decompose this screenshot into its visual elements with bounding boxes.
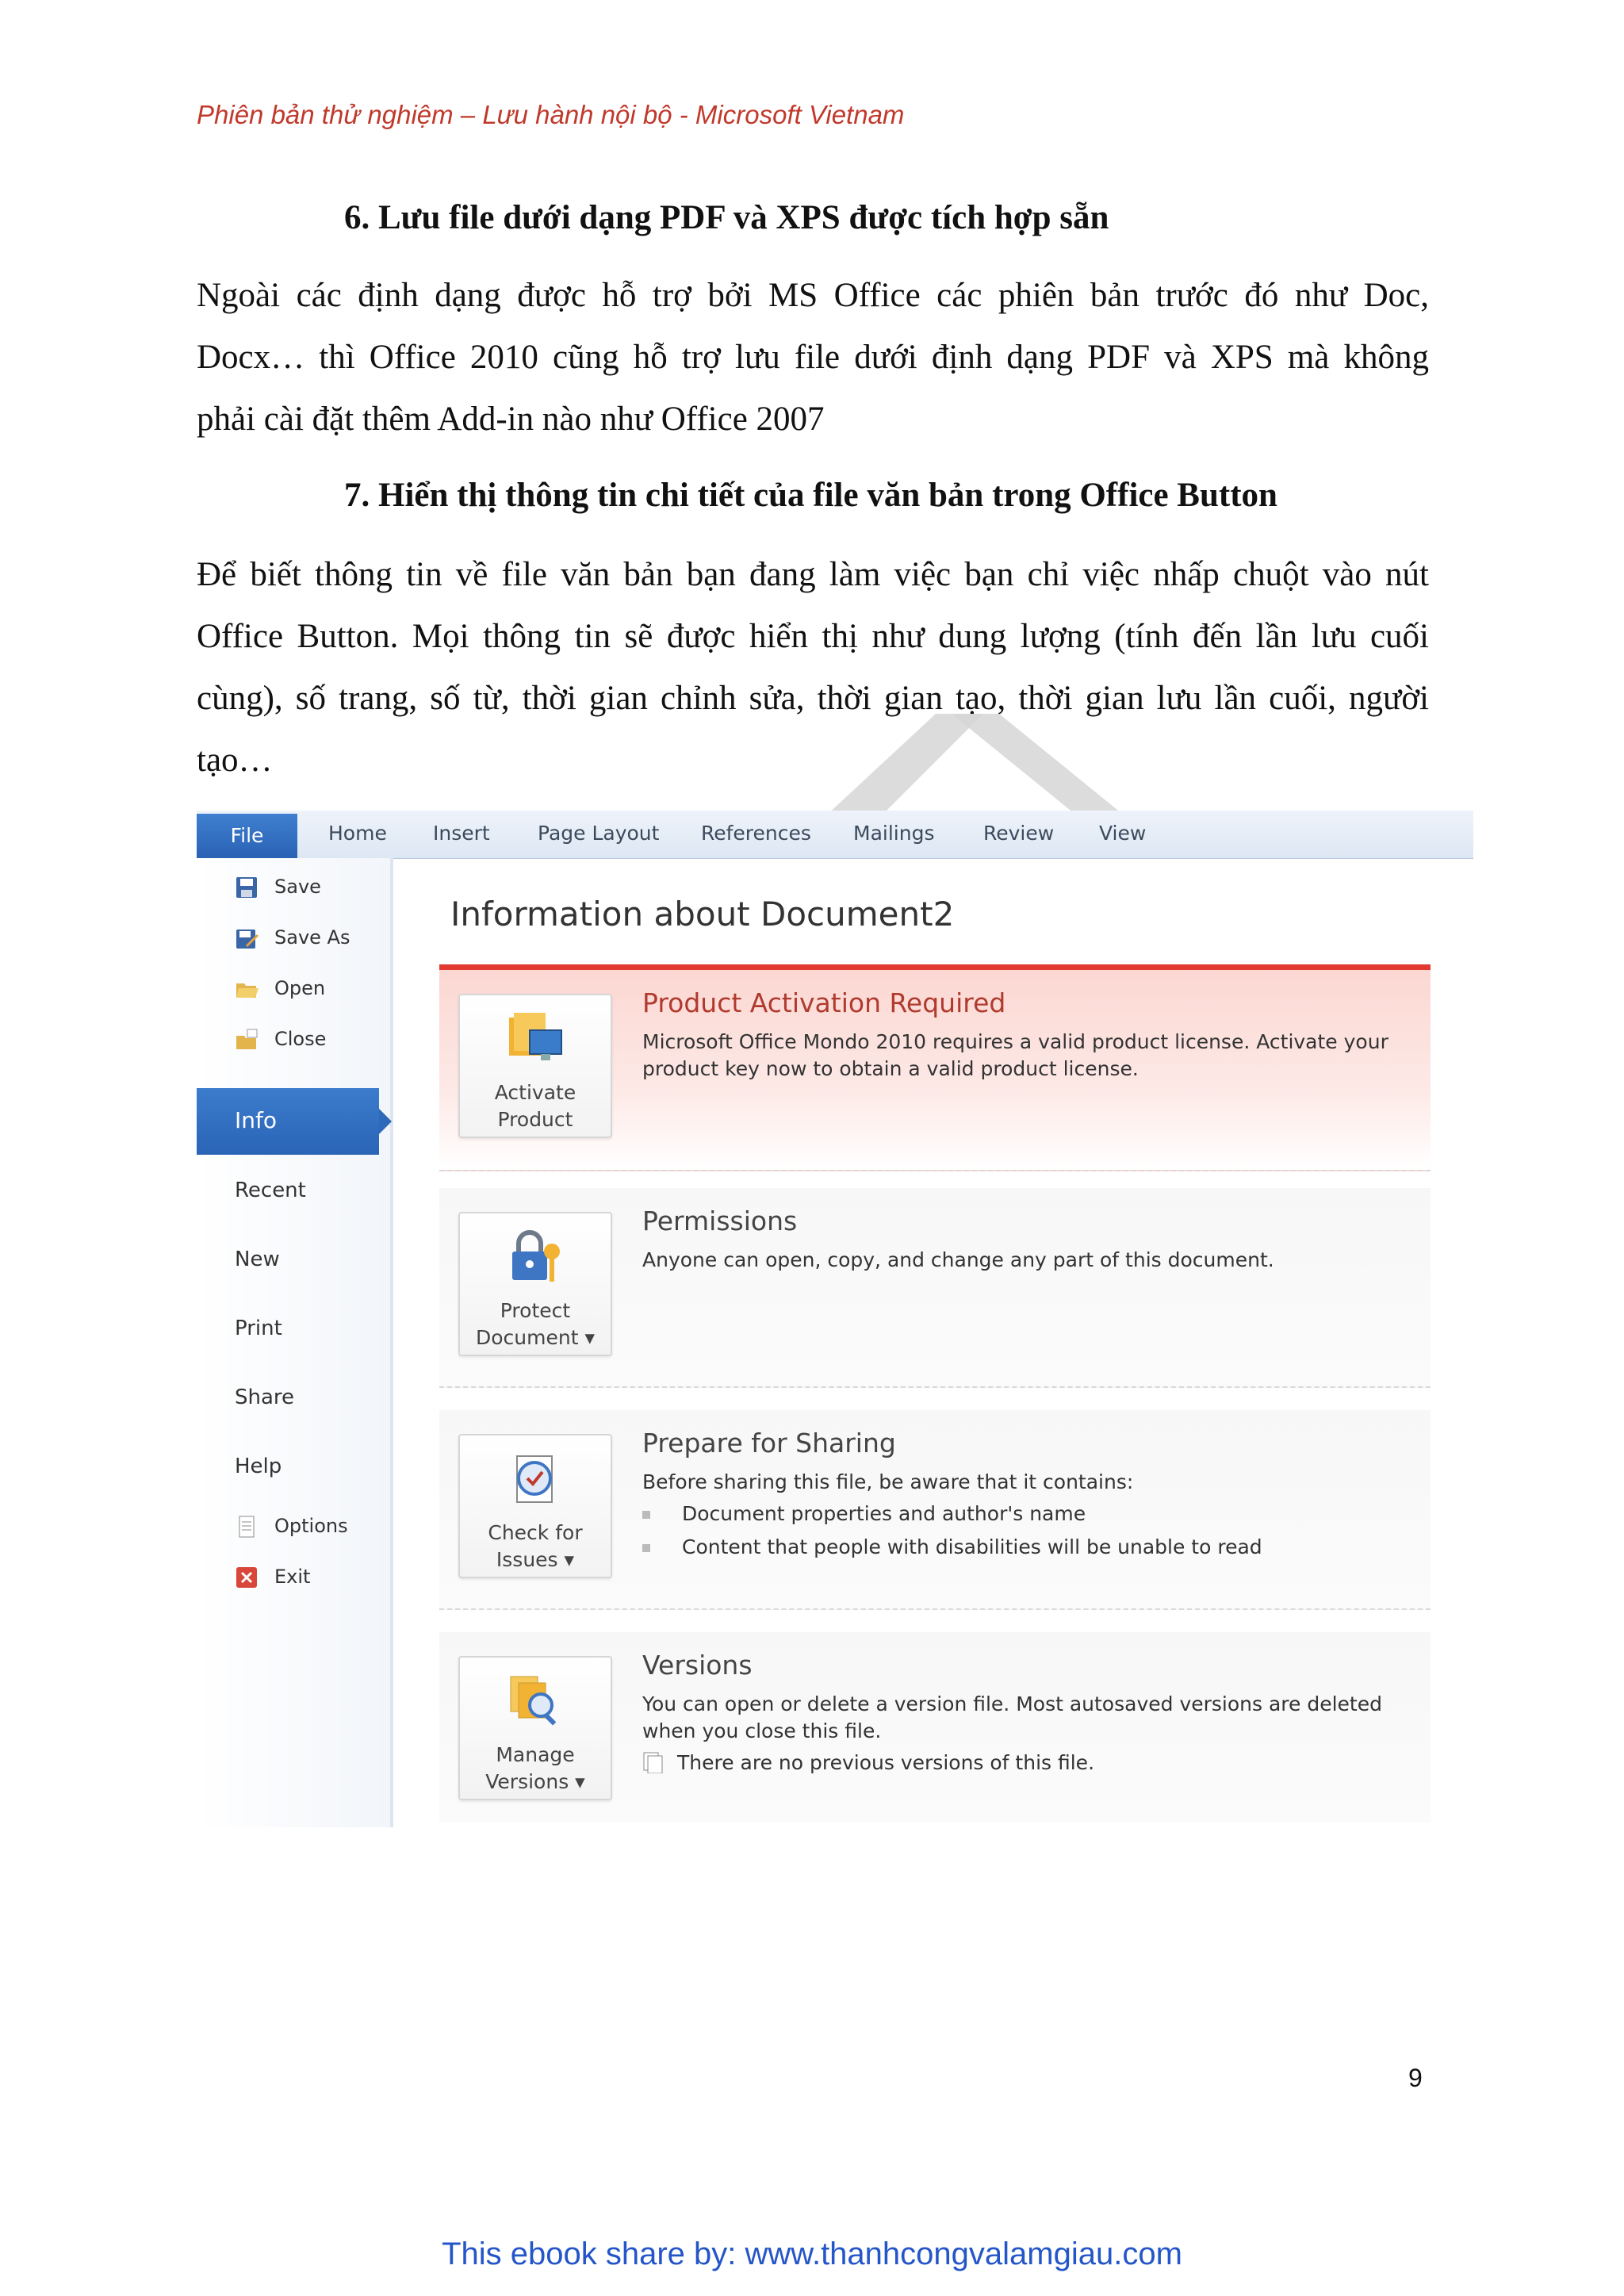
activate-product-label: Activate Product (494, 1081, 576, 1131)
tab-view[interactable]: View (1099, 822, 1147, 845)
sidebar-item-info-label: Info (235, 1107, 277, 1133)
sidebar-item-info[interactable] (197, 1088, 379, 1155)
sidebar-item-exit[interactable]: Exit (274, 1566, 311, 1588)
sidebar-item-share[interactable]: Share (235, 1386, 295, 1409)
sharing-bullet (642, 1502, 1086, 1525)
open-folder-icon (235, 977, 259, 1001)
activation-text: Microsoft Office Mondo 2010 requires a valid product license. Activate your product key now to obtain a valid product license. (642, 1030, 1388, 1080)
check-for-issues-button[interactable] (458, 1434, 612, 1578)
heading-section-6: 6. Lưu file dưới dạng PDF và XPS được tích hợp sẵn (344, 199, 1109, 236)
versions-note: There are no previous versions of this file. (677, 1751, 1095, 1774)
sidebar-item-options[interactable]: Options (274, 1515, 348, 1537)
bullet-square-icon (642, 1544, 650, 1552)
page-number: 9 (1408, 2064, 1423, 2092)
permissions-section (439, 1188, 1431, 1388)
footer-link[interactable]: This ebook share by: www.thanhcongvalamgiau.com (442, 2237, 1182, 2271)
save-icon (235, 876, 259, 899)
prepare-sharing-text: Before sharing this file, be aware that it contains: (642, 1470, 1134, 1493)
versions-title: Versions (642, 1650, 753, 1681)
manage-versions-label: Manage Versions ▾ (485, 1743, 585, 1793)
sidebar-item-close[interactable]: Close (274, 1028, 327, 1050)
heading-section-7: 7. Hiển thị thông tin chi tiết của file văn bản trong Office Button (344, 477, 1277, 514)
save-as-icon (235, 926, 259, 950)
selected-arrow-icon (379, 1109, 392, 1134)
paragraph-line: Docx… thì Office 2010 cũng hỗ trợ lưu file dưới định dạng PDF và XPS mà không (197, 339, 1429, 376)
paragraph-line: tạo… (197, 742, 273, 779)
paragraph-line: Office Button. Mọi thông tin sẽ được hiển thị như dung lượng (tính đến lần lưu cuối (197, 618, 1429, 655)
tab-file[interactable]: File (197, 814, 297, 858)
version-file-icon (642, 1751, 663, 1773)
protect-document-button[interactable] (458, 1212, 612, 1356)
sidebar-item-print[interactable]: Print (235, 1317, 282, 1340)
paragraph-line: Ngoài các định dạng được hỗ trợ bởi MS Office các phiên bản trước đó như Doc, (197, 277, 1429, 314)
sidebar-item-help[interactable]: Help (235, 1455, 282, 1478)
permissions-text: Anyone can open, copy, and change any part of this document. (642, 1248, 1274, 1271)
ribbon-tab-bar (197, 811, 1473, 859)
versions-section (439, 1632, 1431, 1823)
bullet-text: Content that people with disabilities will be unable to read (682, 1535, 1262, 1558)
paragraph-line: Để biết thông tin về file văn bản bạn đang làm việc bạn chỉ việc nhấp chuột vào nút (197, 556, 1429, 593)
prepare-sharing-title: Prepare for Sharing (642, 1428, 896, 1458)
sidebar-item-open[interactable]: Open (274, 977, 326, 999)
exit-icon (235, 1566, 259, 1589)
activation-section (439, 964, 1431, 1171)
tab-home[interactable]: Home (328, 822, 387, 845)
tab-insert[interactable]: Insert (433, 822, 490, 845)
manage-versions-icon (506, 1672, 565, 1731)
check-for-issues-label: Check for Issues ▾ (488, 1521, 583, 1571)
backstage-sidebar (197, 858, 393, 1827)
tab-page-layout[interactable]: Page Layout (538, 822, 660, 845)
activation-title: Product Activation Required (642, 987, 1006, 1018)
activate-product-icon (506, 1010, 565, 1068)
paragraph-section-6 (197, 265, 1429, 450)
sidebar-item-save-as[interactable]: Save As (274, 926, 350, 949)
lock-key-icon (506, 1228, 565, 1286)
page-header: Phiên bản thử nghiệm – Lưu hành nội bộ - Microsoft Vietnam (197, 100, 905, 129)
activate-product-button[interactable] (458, 994, 612, 1138)
tab-mailings[interactable]: Mailings (853, 822, 935, 845)
paragraph-line: cùng), số trang, số từ, thời gian chỉnh sửa, thời gian tạo, thời gian lưu lần cuối, người (197, 680, 1429, 717)
versions-text: You can open or delete a version file. Most autosaved versions are deleted when you close this file. (642, 1692, 1382, 1742)
bullet-square-icon (642, 1511, 650, 1519)
check-issues-icon (506, 1450, 565, 1508)
close-folder-icon (235, 1028, 259, 1052)
tab-references[interactable]: References (701, 822, 811, 845)
tab-review[interactable]: Review (983, 822, 1055, 845)
protect-document-label: Protect Document ▾ (475, 1299, 595, 1349)
bullet-text: Document properties and author's name (682, 1502, 1086, 1525)
sidebar-item-recent[interactable]: Recent (235, 1179, 306, 1202)
manage-versions-button[interactable] (458, 1656, 612, 1800)
prepare-sharing-section (439, 1410, 1431, 1610)
office-backstage-screenshot (197, 811, 1473, 1827)
info-page-title: Information about Document2 (450, 895, 955, 933)
sharing-bullet (642, 1535, 1262, 1558)
options-icon (235, 1515, 259, 1539)
sidebar-item-save[interactable]: Save (274, 876, 321, 898)
permissions-title: Permissions (642, 1205, 798, 1236)
paragraph-line: phải cài đặt thêm Add-in nào như Office 2007 (197, 401, 825, 438)
sidebar-item-new[interactable]: New (235, 1248, 280, 1271)
